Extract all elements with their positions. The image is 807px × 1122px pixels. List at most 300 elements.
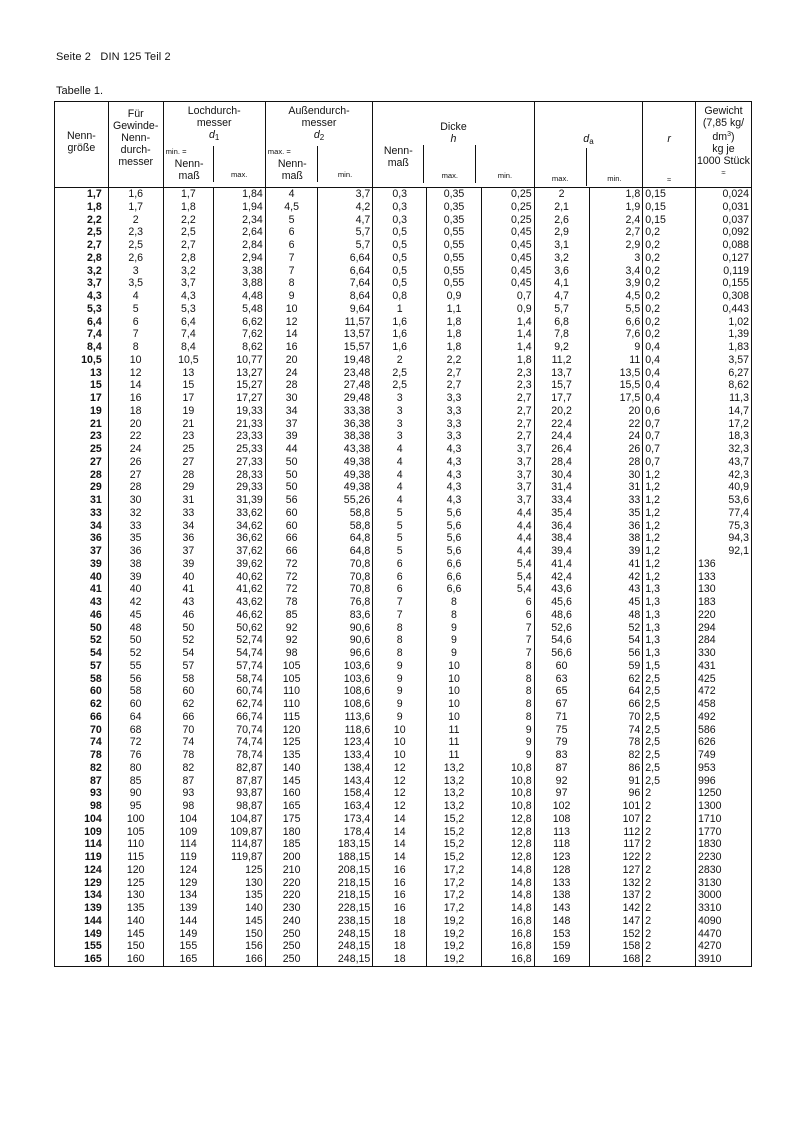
cell-da-min: 2,9 [589,239,643,252]
cell-h-min: 9 [481,724,534,737]
cell-da-min: 20 [589,405,643,418]
cell-d1-max: 3,88 [214,277,266,290]
cell-d2-min: 108,6 [318,698,373,711]
cell-gewinde: 38 [108,558,163,571]
cell-d1-min: 31 [163,494,214,507]
cell-nenngroesse: 1,7 [55,188,109,201]
cell-d2-min: 19,48 [318,354,373,367]
cell-d2-min: 58,8 [318,507,373,520]
cell-h-min: 0,45 [481,265,534,278]
cell-d1-max: 2,64 [214,226,266,239]
cell-h-min: 8 [481,711,534,724]
cell-nenngroesse: 82 [55,762,109,775]
cell-da-min: 7,6 [589,328,643,341]
table-row [55,188,752,201]
cell-da-min: 5,5 [589,303,643,316]
table-row [55,902,752,915]
cell-nenngroesse: 1,8 [55,201,109,214]
cell-gewinde: 8 [108,341,163,354]
cell-h-max: 4,3 [427,456,482,469]
cell-d2-min: 158,4 [318,787,373,800]
cell-d1-max: 23,33 [214,430,266,443]
cell-gewinde: 95 [108,800,163,813]
cell-gewicht: 626 [695,736,751,749]
cell-gewicht: 0,088 [695,239,751,252]
cell-h-max: 0,55 [427,252,482,265]
cell-d1-min: 7,4 [163,328,214,341]
cell-gewinde: 36 [108,545,163,558]
cell-gewicht: 1710 [695,813,751,826]
cell-h-min: 8 [481,685,534,698]
table-row [55,877,752,890]
cell-gewicht: 953 [695,762,751,775]
cell-h-nenn: 2 [373,354,427,367]
cell-h-nenn: 0,5 [373,277,427,290]
cell-d1-min: 15 [163,379,214,392]
cell-nenngroesse: 19 [55,405,109,418]
cell-da-max: 97 [534,787,589,800]
cell-d1-min: 165 [163,953,214,966]
cell-d2-max: 30 [265,392,318,405]
cell-gewinde: 42 [108,596,163,609]
cell-d1-min: 1,7 [163,188,214,201]
cell-r: 0,2 [643,277,696,290]
cell-da-min: 59 [589,660,643,673]
cell-nenngroesse: 23 [55,430,109,443]
cell-da-min: 82 [589,749,643,762]
cell-d1-max: 41,62 [214,583,266,596]
cell-h-min: 14,8 [481,889,534,902]
cell-da-min: 147 [589,915,643,928]
cell-da-min: 3,4 [589,265,643,278]
cell-gewinde: 52 [108,647,163,660]
cell-r: 0,4 [643,392,696,405]
cell-h-nenn: 5 [373,545,427,558]
cell-d2-max: 115 [265,711,318,724]
cell-da-min: 168 [589,953,643,966]
cell-da-max: 3,1 [534,239,589,252]
cell-gewinde: 115 [108,851,163,864]
cell-gewicht: 586 [695,724,751,737]
table-caption: Tabelle 1. [56,85,104,97]
cell-h-nenn: 8 [373,622,427,635]
cell-d2-min: 64,8 [318,532,373,545]
cell-d1-min: 23 [163,430,214,443]
cell-nenngroesse: 41 [55,583,109,596]
cell-d2-max: 6 [265,239,318,252]
cell-gewicht: 130 [695,583,751,596]
cell-h-nenn: 18 [373,928,427,941]
cell-d1-min: 43 [163,596,214,609]
table-row [55,762,752,775]
cell-da-max: 54,6 [534,634,589,647]
cell-h-min: 14,8 [481,902,534,915]
cell-h-nenn: 12 [373,800,427,813]
cell-d2-max: 34 [265,405,318,418]
cell-gewicht: 0,092 [695,226,751,239]
cell-gewinde: 32 [108,507,163,520]
cell-h-nenn: 0,5 [373,252,427,265]
cell-gewicht: 1,83 [695,341,751,354]
cell-h-max: 6,6 [427,571,482,584]
cell-nenngroesse: 13 [55,367,109,380]
cell-d1-max: 60,74 [214,685,266,698]
cell-d2-max: 72 [265,558,318,571]
table-row [55,787,752,800]
cell-h-nenn: 7 [373,609,427,622]
cell-gewicht: 4270 [695,940,751,953]
cell-da-max: 118 [534,838,589,851]
cell-da-max: 38,4 [534,532,589,545]
cell-nenngroesse: 165 [55,953,109,966]
cell-da-min: 142 [589,902,643,915]
cell-d1-max: 40,62 [214,571,266,584]
cell-d2-min: 11,57 [318,316,373,329]
cell-r: 2 [643,864,696,877]
cell-nenngroesse: 2,7 [55,239,109,252]
cell-gewicht: 1770 [695,826,751,839]
cell-d1-min: 58 [163,673,214,686]
cell-r: 0,2 [643,252,696,265]
cell-h-min: 0,9 [481,303,534,316]
cell-d1-max: 1,84 [214,188,266,201]
cell-d2-min: 49,38 [318,469,373,482]
cell-d1-max: 27,33 [214,456,266,469]
cell-h-nenn: 4 [373,456,427,469]
d2-min-label: min. [337,170,353,179]
cell-h-max: 19,2 [427,940,482,953]
cell-gewicht: 0,024 [695,188,751,201]
cell-h-min: 2,7 [481,392,534,405]
table-row [55,481,752,494]
cell-h-nenn: 0,5 [373,239,427,252]
cell-h-min: 8 [481,660,534,673]
cell-r: 0,7 [643,430,696,443]
cell-d2-max: 240 [265,915,318,928]
cell-d2-max: 50 [265,481,318,494]
cell-da-max: 169 [534,953,589,966]
cell-nenngroesse: 15 [55,379,109,392]
cell-r: 2,5 [643,736,696,749]
cell-h-min: 0,45 [481,226,534,239]
cell-h-nenn: 2,5 [373,379,427,392]
table-row [55,392,752,405]
cell-da-max: 4,1 [534,277,589,290]
cell-h-max: 10 [427,698,482,711]
cell-gewinde: 16 [108,392,163,405]
cell-h-min: 2,7 [481,430,534,443]
cell-d2-min: 208,15 [318,864,373,877]
header-da [534,102,643,188]
cell-gewinde: 135 [108,902,163,915]
cell-da-min: 112 [589,826,643,839]
cell-gewicht: 3,57 [695,354,751,367]
cell-h-min: 10,8 [481,775,534,788]
cell-gewinde: 50 [108,634,163,647]
cell-d1-min: 36 [163,532,214,545]
cell-d1-max: 15,27 [214,379,266,392]
cell-gewicht: 330 [695,647,751,660]
cell-h-max: 0,35 [427,201,482,214]
cell-h-min: 9 [481,749,534,762]
cell-da-max: 113 [534,826,589,839]
cell-d2-max: 7 [265,252,318,265]
cell-h-nenn: 0,3 [373,188,427,201]
cell-h-nenn: 2,5 [373,367,427,380]
cell-h-max: 2,7 [427,367,482,380]
cell-d2-max: 165 [265,800,318,813]
cell-da-max: 67 [534,698,589,711]
cell-d1-min: 25 [163,443,214,456]
cell-da-min: 24 [589,430,643,443]
cell-nenngroesse: 74 [55,736,109,749]
cell-da-max: 28,4 [534,456,589,469]
cell-da-max: 43,6 [534,583,589,596]
cell-da-min: 36 [589,520,643,533]
cell-da-min: 52 [589,622,643,635]
cell-d2-max: 220 [265,877,318,890]
cell-d2-min: 118,6 [318,724,373,737]
cell-h-min: 6 [481,596,534,609]
cell-d2-min: 4,7 [318,214,373,227]
cell-da-max: 123 [534,851,589,864]
cell-h-nenn: 16 [373,877,427,890]
cell-nenngroesse: 28 [55,469,109,482]
cell-d1-max: 78,74 [214,749,266,762]
cell-d2-min: 188,15 [318,851,373,864]
cell-h-max: 10 [427,673,482,686]
cell-da-min: 117 [589,838,643,851]
cell-d1-max: 54,74 [214,647,266,660]
cell-h-min: 10,8 [481,800,534,813]
cell-r: 1,3 [643,596,696,609]
cell-d2-max: 9 [265,290,318,303]
cell-da-max: 20,2 [534,405,589,418]
cell-h-min: 7 [481,647,534,660]
cell-d2-min: 138,4 [318,762,373,775]
r-approx: ≈ [667,175,672,184]
cell-d2-max: 56 [265,494,318,507]
cell-da-max: 2,6 [534,214,589,227]
cell-d1-min: 60 [163,685,214,698]
cell-d2-min: 103,6 [318,673,373,686]
cell-h-min: 0,7 [481,290,534,303]
cell-gewicht: 53,6 [695,494,751,507]
cell-d1-max: 37,62 [214,545,266,558]
cell-h-nenn: 8 [373,647,427,660]
cell-d2-min: 163,4 [318,800,373,813]
cell-h-min: 5,4 [481,558,534,571]
cell-d2-max: 185 [265,838,318,851]
cell-d2-max: 110 [265,685,318,698]
cell-da-min: 137 [589,889,643,902]
cell-gewinde: 7 [108,328,163,341]
cell-gewinde: 27 [108,469,163,482]
cell-d1-min: 21 [163,418,214,431]
cell-da-max: 92 [534,775,589,788]
cell-r: 0,4 [643,367,696,380]
cell-d2-max: 250 [265,928,318,941]
cell-r: 1,2 [643,469,696,482]
table-body [55,188,752,967]
cell-da-max: 2,9 [534,226,589,239]
cell-d1-max: 31,39 [214,494,266,507]
cell-da-min: 35 [589,507,643,520]
cell-da-max: 33,4 [534,494,589,507]
cell-gewinde: 14 [108,379,163,392]
cell-d1-min: 2,7 [163,239,214,252]
cell-r: 2,5 [643,775,696,788]
cell-gewicht: 0,308 [695,290,751,303]
table-row [55,749,752,762]
cell-nenngroesse: 8,4 [55,341,109,354]
cell-d1-min: 3,7 [163,277,214,290]
table-row [55,430,752,443]
cell-d1-max: 156 [214,940,266,953]
cell-r: 2 [643,940,696,953]
cell-nenngroesse: 134 [55,889,109,902]
cell-gewinde: 140 [108,915,163,928]
cell-d2-min: 76,8 [318,596,373,609]
cell-nenngroesse: 37 [55,545,109,558]
cell-da-max: 39,4 [534,545,589,558]
cell-h-nenn: 0,5 [373,226,427,239]
cell-gewicht: 472 [695,685,751,698]
table-row [55,864,752,877]
cell-da-max: 148 [534,915,589,928]
cell-gewicht: 92,1 [695,545,751,558]
cell-h-nenn: 1,6 [373,341,427,354]
cell-d1-max: 62,74 [214,698,266,711]
header-dicke [373,102,534,188]
table-row [55,214,752,227]
cell-d1-min: 57 [163,660,214,673]
cell-h-min: 14,8 [481,877,534,890]
cell-r: 1,3 [643,647,696,660]
d2-symbol: $d_2$ [313,129,325,142]
cell-d1-min: 139 [163,902,214,915]
cell-d1-min: 6,4 [163,316,214,329]
cell-d2-max: 60 [265,520,318,533]
cell-d1-max: 109,87 [214,826,266,839]
cell-d1-max: 7,62 [214,328,266,341]
cell-r: 0,4 [643,341,696,354]
cell-d2-min: 55,26 [318,494,373,507]
cell-nenngroesse: 58 [55,673,109,686]
cell-d1-max: 82,87 [214,762,266,775]
cell-r: 2 [643,928,696,941]
cell-da-min: 4,5 [589,290,643,303]
cell-da-min: 31 [589,481,643,494]
cell-d1-min: 124 [163,864,214,877]
cell-da-max: 26,4 [534,443,589,456]
cell-nenngroesse: 7,4 [55,328,109,341]
cell-h-max: 9 [427,647,482,660]
cell-gewinde: 4 [108,290,163,303]
cell-da-min: 2,7 [589,226,643,239]
cell-d2-max: 14 [265,328,318,341]
cell-h-min: 4,4 [481,545,534,558]
cell-da-max: 143 [534,902,589,915]
cell-h-max: 9 [427,634,482,647]
cell-nenngroesse: 155 [55,940,109,953]
cell-nenngroesse: 34 [55,520,109,533]
cell-d2-min: 173,4 [318,813,373,826]
cell-d2-max: 66 [265,532,318,545]
cell-d1-max: 57,74 [214,660,266,673]
cell-gewicht: 2230 [695,851,751,864]
cell-d1-min: 4,3 [163,290,214,303]
cell-gewinde: 20 [108,418,163,431]
cell-da-max: 3,2 [534,252,589,265]
cell-h-nenn: 4 [373,469,427,482]
cell-d2-min: 143,4 [318,775,373,788]
cell-da-min: 62 [589,673,643,686]
cell-h-nenn: 6 [373,571,427,584]
cell-gewicht: 183 [695,596,751,609]
cell-h-nenn: 14 [373,813,427,826]
cell-da-max: 15,7 [534,379,589,392]
cell-nenngroesse: 52 [55,634,109,647]
cell-gewicht: 1,39 [695,328,751,341]
cell-gewicht: 1250 [695,787,751,800]
cell-h-min: 8 [481,698,534,711]
cell-d1-max: 43,62 [214,596,266,609]
cell-r: 1,3 [643,622,696,635]
cell-d2-min: 5,7 [318,239,373,252]
cell-d2-min: 70,8 [318,571,373,584]
cell-r: 2 [643,877,696,890]
cell-h-min: 2,7 [481,418,534,431]
cell-gewicht: 0,037 [695,214,751,227]
cell-gewicht: 1,02 [695,316,751,329]
header-nenngroesse: Nenn- größe [55,102,109,188]
cell-da-max: 4,7 [534,290,589,303]
cell-d1-max: 52,74 [214,634,266,647]
cell-nenngroesse: 43 [55,596,109,609]
table-row [55,724,752,737]
cell-d2-max: 60 [265,507,318,520]
cell-da-min: 86 [589,762,643,775]
cell-d2-min: 6,64 [318,265,373,278]
cell-da-max: 35,4 [534,507,589,520]
cell-h-nenn: 9 [373,673,427,686]
header-gewinde: Für Gewinde- Nenn- durch- messer [108,102,163,188]
cell-da-max: 63 [534,673,589,686]
table-row [55,354,752,367]
cell-d1-max: 125 [214,864,266,877]
cell-r: 2 [643,813,696,826]
cell-gewinde: 150 [108,940,163,953]
cell-h-max: 15,2 [427,851,482,864]
table-row [55,507,752,520]
cell-h-nenn: 10 [373,749,427,762]
cell-d1-max: 28,33 [214,469,266,482]
header-aussendurchmesser [265,102,373,188]
cell-da-min: 6,6 [589,316,643,329]
cell-d1-max: 114,87 [214,838,266,851]
cell-h-nenn: 18 [373,940,427,953]
cell-h-max: 1,1 [427,303,482,316]
cell-d1-min: 3,2 [163,265,214,278]
cell-d2-min: 83,6 [318,609,373,622]
cell-d2-min: 15,57 [318,341,373,354]
cell-gewinde: 18 [108,405,163,418]
cell-h-min: 16,8 [481,928,534,941]
cell-d2-max: 120 [265,724,318,737]
cell-gewicht: 0,119 [695,265,751,278]
cell-d1-max: 70,74 [214,724,266,737]
